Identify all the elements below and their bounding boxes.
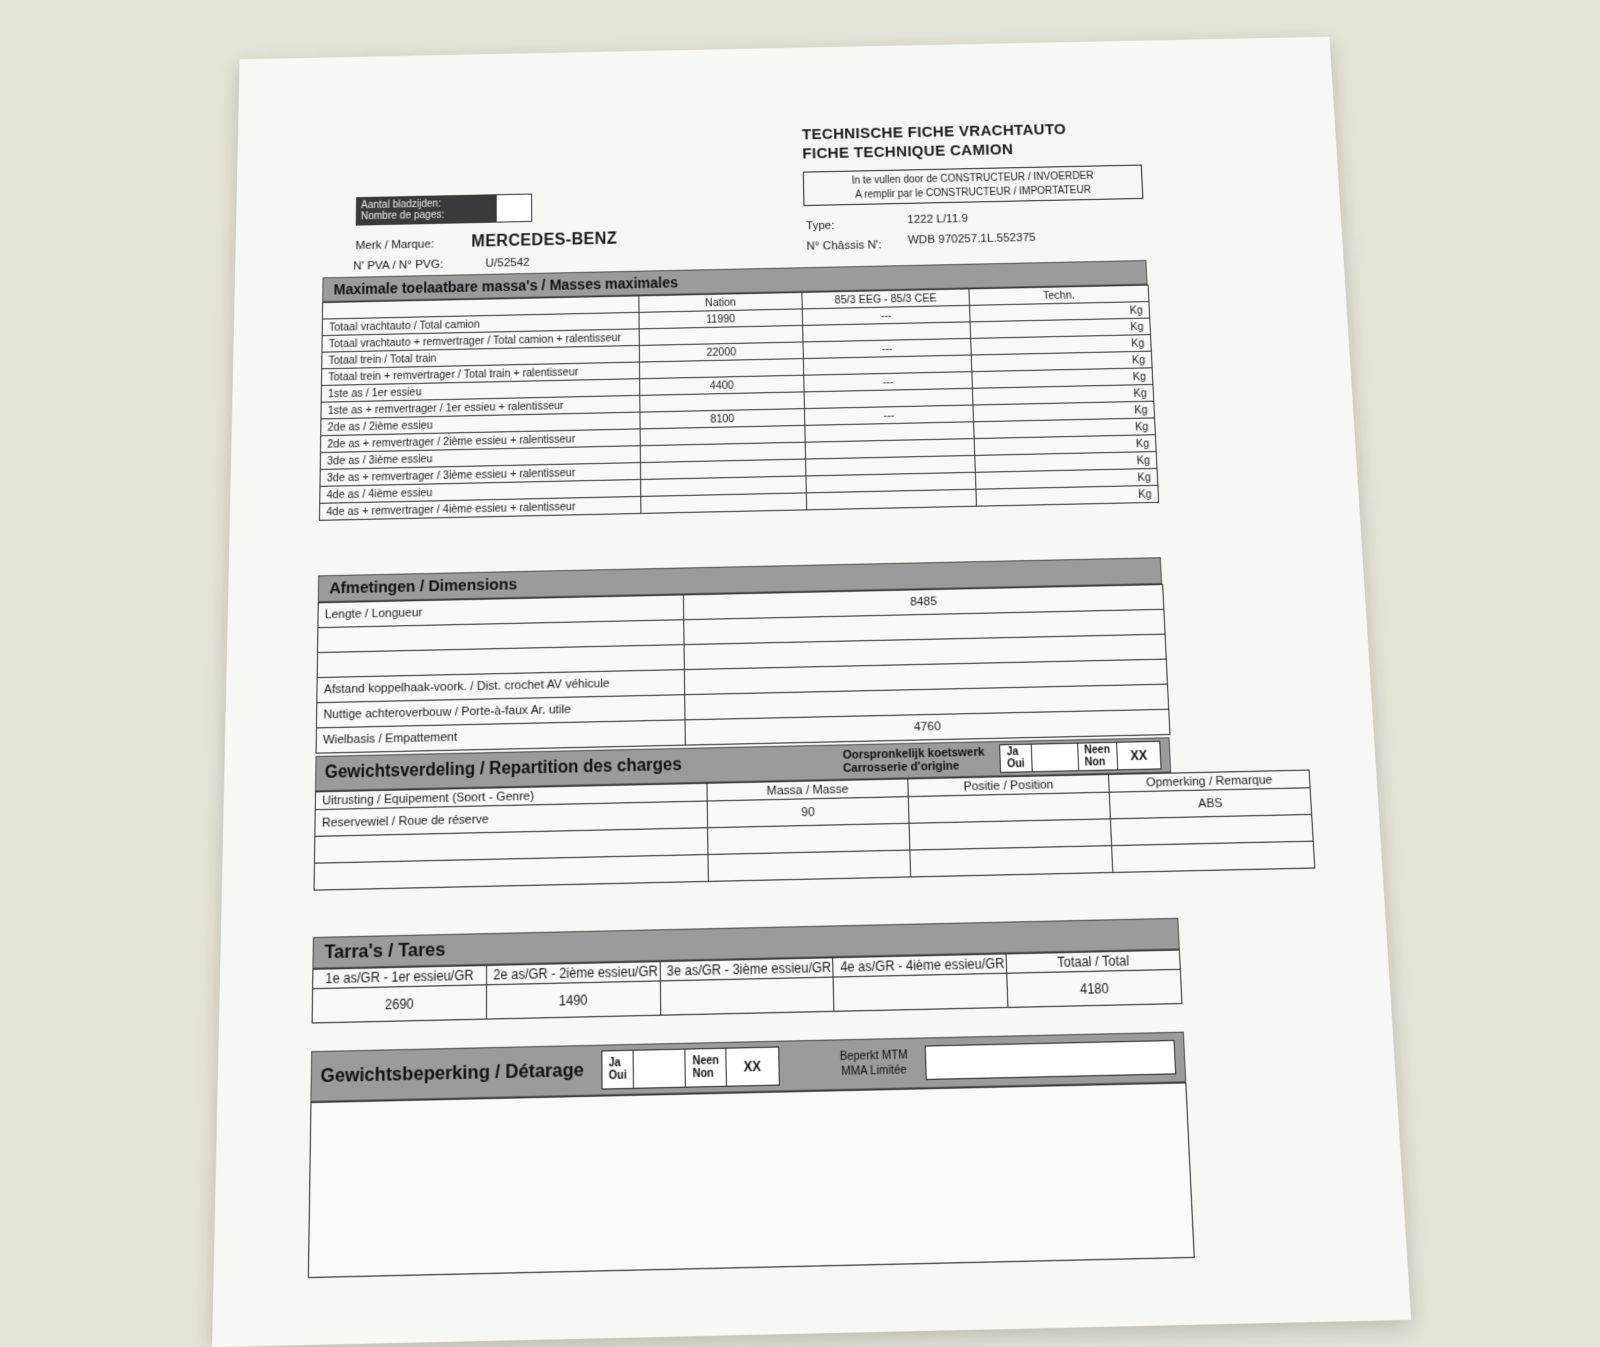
page-count-label-french: Nombre de pages: <box>360 209 445 223</box>
fill-notice-french: A remplir par le CONSTRUCTEUR / IMPORTATEUR <box>855 184 1092 201</box>
masses-nation-value[interactable]: 22000 <box>639 342 803 362</box>
masses-eeg-value[interactable]: --- <box>803 338 971 358</box>
masses-col-nation: Nation <box>639 292 802 312</box>
tares-value-axle2[interactable]: 1490 <box>486 981 660 1019</box>
tares-value-axle1[interactable]: 2690 <box>312 985 486 1023</box>
tares-value-axle3[interactable] <box>660 977 834 1015</box>
weights-mass[interactable]: 90 <box>707 797 909 828</box>
detarage-yes-no <box>601 1046 780 1089</box>
masses-row-label: 4de as / 4ième essieu <box>320 479 641 503</box>
tares-value-total[interactable]: 4180 <box>1007 969 1182 1007</box>
pva-label: N' PVA / N° PVG: <box>353 258 444 273</box>
weights-remark[interactable] <box>1112 841 1315 872</box>
original-body-label <box>842 746 985 776</box>
original-body-yes-no <box>999 741 1162 773</box>
dimensions-table <box>316 584 1171 754</box>
masses-row-label: Totaal vrachtauto / Total camion <box>322 312 639 335</box>
original-body-label-french: Carrosserie d'origine <box>842 759 960 776</box>
chassis-label: N° Châssis N': <box>806 239 882 253</box>
type-label: Type: <box>805 219 835 233</box>
masses-row-label: 1ste as / 1er essieu <box>321 379 640 402</box>
weights-position[interactable] <box>910 846 1113 877</box>
masses-techn-unit[interactable]: Kg <box>970 318 1150 338</box>
type-value: 1222 L/11.9 <box>907 212 969 227</box>
masses-nation-value[interactable] <box>641 493 807 514</box>
masses-nation-value[interactable]: 8100 <box>640 409 805 429</box>
detarage-no-label <box>686 1049 727 1087</box>
page-count-box <box>356 193 532 225</box>
masses-eeg-value[interactable]: --- <box>802 305 970 325</box>
title-dutch: TECHNISCHE FICHE VRACHTAUTO <box>801 120 1067 144</box>
chassis-value: WDB 970257.1L.552375 <box>907 231 1036 247</box>
masses-techn-unit[interactable]: Kg <box>975 468 1158 489</box>
detarage-yes-french: Oui <box>608 1069 627 1083</box>
weights-equipment[interactable]: Reservewiel / Roue de réserve <box>315 801 708 836</box>
original-body-label-dutch: Oorspronkelijk koetswerk <box>842 745 985 763</box>
original-body-group <box>842 741 1161 777</box>
tares-col-axle1: 1e as/GR - 1er essieu/GR <box>313 965 487 988</box>
masses-table <box>319 285 1159 521</box>
masses-techn-unit[interactable]: Kg <box>974 435 1156 456</box>
technical-sheet-paper <box>212 37 1411 1347</box>
weights-col-equipment: Uitrusting / Equipement (Soort - Genre) <box>315 783 707 809</box>
original-body-yes-label <box>1000 745 1032 772</box>
masses-row-label: Totaal trein + remvertrager / Total train + ralentisseur <box>321 362 639 385</box>
detarage-notes-area[interactable] <box>308 1082 1195 1278</box>
masses-row-label: 3de as + remvertrager / 3ième essieu + ralentisseur <box>320 463 641 487</box>
masses-techn-unit[interactable]: Kg <box>971 335 1152 355</box>
masses-techn-unit[interactable]: Kg <box>970 302 1150 322</box>
dimensions-row-label: Lengte / Longueur <box>318 595 684 628</box>
title-french: FICHE TECHNIQUE CAMION <box>802 141 1014 163</box>
weights-mass[interactable] <box>708 850 911 881</box>
tares-col-total: Totaal / Total <box>1006 950 1180 973</box>
detarage-no-french: Non <box>692 1067 714 1081</box>
masses-section <box>319 260 1158 521</box>
dimensions-section <box>316 557 1170 754</box>
masses-row-label: Totaal vrachtauto + remvertrager / Total camion + ralentisseur <box>322 329 639 352</box>
masses-techn-unit[interactable]: Kg <box>973 401 1155 422</box>
masses-techn-unit[interactable]: Kg <box>976 485 1159 506</box>
masses-techn-unit[interactable]: Kg <box>971 351 1152 371</box>
tares-band: Tarra's / Tares <box>312 918 1179 969</box>
masses-col-techn: Techn. <box>969 285 1149 305</box>
tares-value-axle4[interactable] <box>834 973 1009 1011</box>
detarage-yes-dutch: Ja <box>608 1056 621 1070</box>
tares-col-axle4: 4e as/GR - 4ième essieu/GR <box>833 954 1007 977</box>
dimensions-row-value[interactable]: 4760 <box>685 709 1170 745</box>
masses-techn-unit[interactable]: Kg <box>975 452 1157 473</box>
brand-label: Merk / Marque: <box>355 238 435 253</box>
masses-techn-unit[interactable]: Kg <box>974 418 1156 439</box>
brand-value: MERCEDES-BENZ <box>471 230 618 251</box>
masses-techn-unit[interactable]: Kg <box>972 368 1153 389</box>
page-count-label-dutch: Aantal bladzijden: <box>360 198 442 212</box>
masses-col-eeg: 85/3 EEG - 85/3 CEE <box>802 289 970 309</box>
masses-row-label: Totaal trein / Total train <box>322 345 640 368</box>
sheet-title <box>802 120 1068 164</box>
weights-table <box>314 770 1316 891</box>
dimensions-row-value[interactable]: 8485 <box>683 585 1163 620</box>
weights-col-position: Positie / Position <box>908 774 1109 796</box>
no-french: Non <box>1084 756 1106 769</box>
masses-row-label: 1ste as + remvertrager / 1er essieu + ralentisseur <box>321 395 640 419</box>
masses-eeg-value[interactable]: --- <box>804 372 973 392</box>
weights-remark[interactable]: ABS <box>1109 788 1311 819</box>
mtm-limited-field[interactable] <box>925 1040 1177 1080</box>
weights-col-mass: Massa / Masse <box>707 779 908 801</box>
detarage-no-dutch: Neen <box>692 1054 719 1068</box>
detarage-yes-label <box>602 1051 634 1089</box>
dimensions-row-label: Wielbasis / Empattement <box>316 720 685 753</box>
weights-band-title: Gewichtsverdeling / Repartition des charges <box>324 755 682 783</box>
tares-col-axle3: 3e as/GR - 3ième essieu/GR <box>660 958 834 981</box>
mtm-limited-french: MMA Limitée <box>841 1063 907 1079</box>
masses-band: Maximale toelaatbare massa's / Masses maximales <box>322 260 1147 302</box>
dimensions-row-label: Nuttige achteroverbouw / Porte-à-faux Ar. utile <box>316 695 685 728</box>
detarage-no-checkbox[interactable]: XX <box>743 1057 762 1075</box>
masses-row-label: 4de as + remvertrager / 4ième essieu + ralentisseur <box>319 496 640 520</box>
tares-section <box>312 918 1183 1024</box>
page-count-field[interactable] <box>496 193 532 222</box>
weights-section <box>314 737 1273 890</box>
original-body-no-label <box>1078 743 1119 770</box>
dimensions-row-label: Afstand koppelhaak-voork. / Dist. crochet AV véhicule <box>317 670 685 703</box>
mtm-limited-label <box>839 1048 908 1080</box>
masses-row-label: 2de as + remvertrager / 2ième essieu + ralentisseur <box>320 429 640 453</box>
page-count-label <box>356 194 496 225</box>
fill-in-notice <box>803 165 1144 207</box>
weights-col-remark: Opmerking / Remarque <box>1108 770 1310 792</box>
masses-eeg-value[interactable] <box>806 489 976 510</box>
detarage-yes-checkbox[interactable] <box>634 1050 686 1088</box>
masses-nation-value[interactable]: 11990 <box>639 309 803 329</box>
detarage-title: Gewichtsbeperking / Détarage <box>320 1058 584 1087</box>
original-body-yes-checkbox[interactable] <box>1031 744 1078 771</box>
yes-french: Oui <box>1006 758 1025 771</box>
no-dutch: Neen <box>1084 744 1111 757</box>
masses-nation-value[interactable]: 4400 <box>640 375 804 395</box>
detarage-section <box>308 1032 1195 1279</box>
dimensions-band: Afmetingen / Dimensions <box>318 557 1162 602</box>
fill-notice-dutch: In te vullen door de CONSTRUCTEUR / INVOERDER <box>851 170 1094 187</box>
original-body-no-checkbox[interactable]: XX <box>1129 747 1148 763</box>
masses-row-label: 3de as / 3ième essieu <box>320 446 640 470</box>
masses-row-label: 2de as / 2ième essieu <box>321 412 640 436</box>
pva-value: U/52542 <box>485 256 530 270</box>
yes-dutch: Ja <box>1006 746 1019 759</box>
masses-eeg-value[interactable]: --- <box>804 405 973 425</box>
mtm-limited-dutch: Beperkt MTM <box>839 1048 908 1064</box>
masses-techn-unit[interactable]: Kg <box>972 384 1153 405</box>
tares-col-axle2: 2e as/GR - 2ième essieu/GR <box>486 962 660 985</box>
